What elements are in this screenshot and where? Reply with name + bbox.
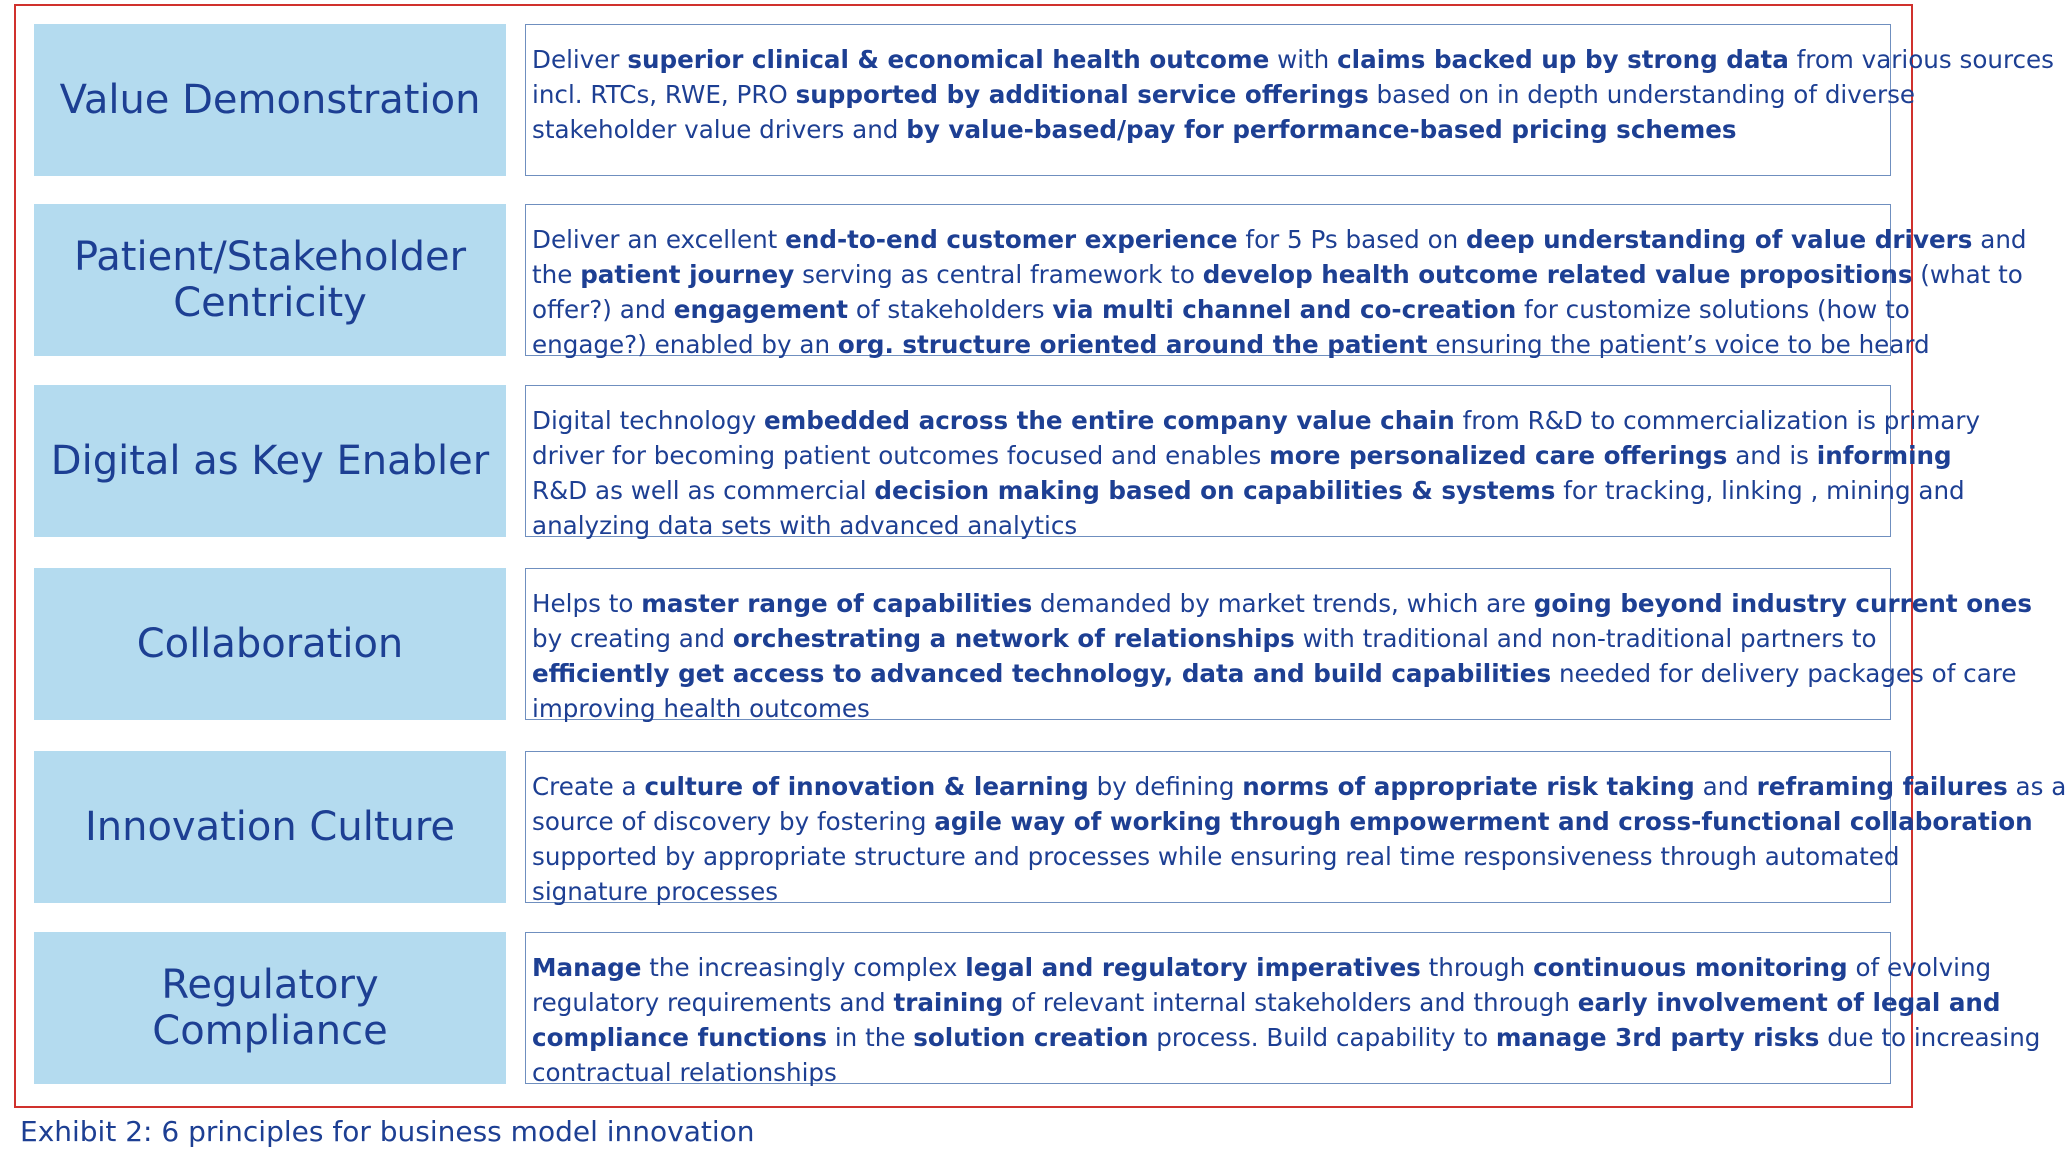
body-text: of evolving [1847,953,1992,982]
emphasis-text: embedded across the entire company value chain [763,406,1455,435]
body-text: Create a [532,772,645,801]
principle-description [525,204,2027,359]
principle-row [34,751,2066,906]
body-text: needed for delivery packages of care [1551,659,2017,688]
principle-title: Value Demonstration [34,24,506,176]
emphasis-text: early involvement of legal and [1577,988,2001,1017]
principle-row [34,385,1981,540]
description-line [532,621,1890,656]
description-line [532,839,1900,874]
emphasis-text: continuous monitoring [1533,953,1848,982]
emphasis-text: going beyond industry current ones [1533,589,2032,618]
description-line [532,112,1890,147]
description-line [532,257,2023,292]
emphasis-text: by value-based/pay for performance-based pricing schemes [906,115,1737,144]
principle-title: Collaboration [34,568,506,720]
exhibit-caption: Exhibit 2: 6 principles for business model innovation [20,1115,755,1148]
body-text: R&D as well as commercial [532,476,875,505]
body-text: Helps to [532,589,642,618]
emphasis-text: informing [1816,441,1952,470]
body-text: offer?) and [532,295,674,324]
principle-title: Digital as Key Enabler [34,385,506,537]
emphasis-text: via multi channel and co-creation [1052,295,1517,324]
body-text: in the [827,1023,914,1052]
principle-row [34,568,2032,723]
emphasis-text: efficiently get access to advanced technology, data and build capabilities [532,659,1552,688]
emphasis-text: deep understanding of value drivers [1466,225,1973,254]
body-text: from various sources [1788,45,2054,74]
body-text: by creating and [532,624,733,653]
emphasis-text: orchestrating a network of relationships [732,624,1295,653]
body-text: contractual relationships [532,1058,837,1087]
body-text: stakeholder value drivers and [532,115,907,144]
body-text: driver for becoming patient outcomes focused and enables [532,441,1270,470]
body-text: of relevant internal stakeholders and through [1003,988,1578,1017]
emphasis-text: decision making based on capabilities & systems [874,476,1556,505]
emphasis-text: more personalized care offerings [1269,441,1728,470]
description-line [532,769,2066,804]
principle-description [525,24,2054,176]
body-text: Deliver an excellent [532,225,786,254]
body-text: for customize solutions (how to [1516,295,1910,324]
principle-title: Regulatory Compliance [34,932,506,1084]
body-text: the increasingly complex [641,953,966,982]
body-text: demanded by market trends, which are [1032,589,1534,618]
body-text: and [1972,225,2027,254]
description-line [532,656,2017,691]
body-text: based on in depth understanding of diverse [1368,80,1916,109]
body-text: due to increasing [1819,1023,2041,1052]
principle-row [34,24,2054,176]
body-text: from R&D to commercialization is primary [1454,406,1981,435]
description-line [532,950,1992,985]
description-line [532,222,2027,257]
body-text: improving health outcomes [532,694,870,723]
description-line [532,473,1965,508]
principle-title: Innovation Culture [34,751,506,903]
description-line [532,438,1952,473]
principle-description [525,751,2066,906]
body-text: analyzing data sets with advanced analytics [532,511,1078,540]
principle-title: Patient/Stakeholder Centricity [34,204,506,356]
description-line [532,292,1910,327]
emphasis-text: compliance functions [532,1023,828,1052]
emphasis-text: norms of appropriate risk taking [1242,772,1695,801]
emphasis-text: superior clinical & economical health outcome [627,45,1270,74]
body-text: regulatory requirements and [532,988,894,1017]
body-text: through [1420,953,1534,982]
body-text: of stakeholders [848,295,1053,324]
body-text: engage?) enabled by an [532,330,838,359]
description-line [532,42,2054,77]
emphasis-text: solution creation [913,1023,1149,1052]
body-text: supported by appropriate structure and processes while ensuring real time responsiveness through automated [532,842,1900,871]
description-line [532,804,2033,839]
emphasis-text: end-to-end customer experience [785,225,1238,254]
principle-description [525,932,2041,1087]
body-text: Deliver [532,45,628,74]
emphasis-text: manage 3rd party risks [1495,1023,1820,1052]
body-text: for tracking, linking , mining and [1555,476,1965,505]
emphasis-text: legal and regulatory imperatives [965,953,1421,982]
body-text: signature processes [532,877,779,906]
emphasis-text: culture of innovation & learning [644,772,1089,801]
emphasis-text: master range of capabilities [641,589,1033,618]
emphasis-text: reframing failures [1756,772,2008,801]
emphasis-text: org. structure oriented around the patient [837,330,1428,359]
emphasis-text: engagement [673,295,849,324]
body-text: by defining [1088,772,1243,801]
body-text: serving as central framework to [794,260,1203,289]
body-text: process. Build capability to [1148,1023,1496,1052]
body-text: as a [2007,772,2066,801]
body-text: (what to [1912,260,2023,289]
description-line [532,985,2001,1020]
body-text: with traditional and non-traditional partners to [1294,624,1877,653]
description-line [532,874,1890,909]
description-line [532,77,1916,112]
body-text: for 5 Ps based on [1237,225,1467,254]
emphasis-text: training [893,988,1004,1017]
emphasis-text: Manage [532,953,642,982]
description-line [532,403,1981,438]
body-text: the [532,260,581,289]
description-line [532,691,1890,726]
emphasis-text: supported by additional service offerings [795,80,1369,109]
emphasis-text: agile way of working through empowerment and cross-functional collaboration [934,807,2033,836]
principle-description [525,568,2032,723]
description-line [532,586,2032,621]
principle-row [34,932,2041,1087]
body-text: incl. RTCs, RWE, PRO [532,80,796,109]
body-text: and [1694,772,1757,801]
body-text: source of discovery by fostering [532,807,935,836]
emphasis-text: patient journey [580,260,795,289]
body-text: ensuring the patient’s voice to be heard [1427,330,1930,359]
description-line [532,508,1890,543]
body-text: with [1269,45,1338,74]
principle-row [34,204,2027,359]
description-line [532,327,1930,362]
description-line [532,1020,2041,1055]
emphasis-text: develop health outcome related value propositions [1202,260,1913,289]
principle-description [525,385,1981,540]
body-text: and is [1727,441,1817,470]
emphasis-text: claims backed up by strong data [1337,45,1789,74]
description-line [532,1055,1890,1090]
body-text: Digital technology [532,406,764,435]
